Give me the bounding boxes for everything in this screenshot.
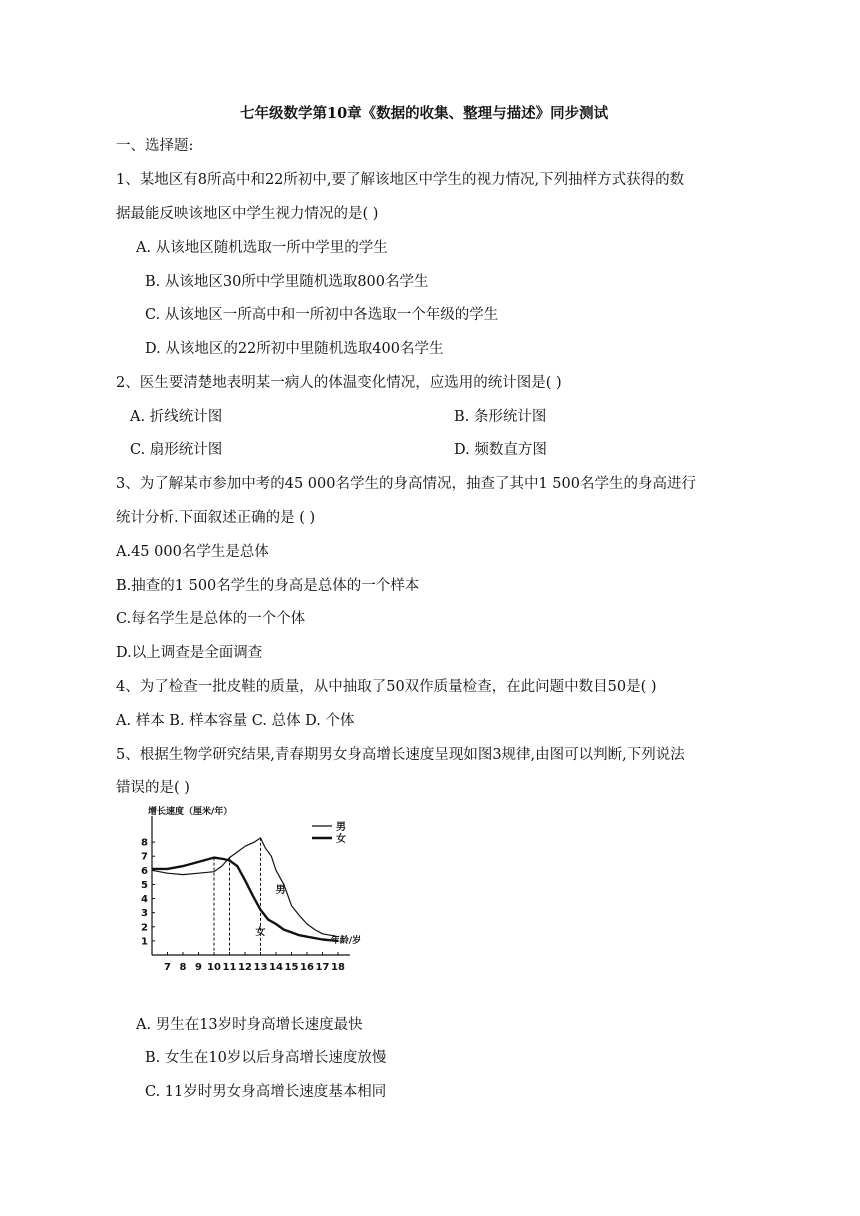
x-tick-label: 9 xyxy=(195,962,202,973)
q1-option-a: A. 从该地区随机选取一所中学里的学生 xyxy=(136,240,388,256)
q2-option-a: A. 折线统计图 xyxy=(130,409,223,425)
q3-stem-line1: 3、为了解某市参加中考的45 000名学生的身高情况，抽查了其中1 500名学生的身高进行 xyxy=(116,476,696,492)
y-tick-label: 5 xyxy=(141,879,148,891)
growth-speed-chart xyxy=(140,800,370,980)
x-tick-label: 13 xyxy=(253,962,268,973)
y-tick-label: 8 xyxy=(141,837,148,849)
q3-stem-line2: 统计分析.下面叙述正确的是 ( ) xyxy=(116,510,316,526)
q2-option-d: D. 频数直方图 xyxy=(454,442,547,458)
q1-stem-line1: 1、某地区有8所高中和22所初中,要了解该地区中学生的视力情况,下列抽样方式获得的数 xyxy=(116,172,685,188)
legend-label: 男 xyxy=(336,822,346,833)
x-axis-label: 年龄/岁 xyxy=(330,935,362,946)
q4-stem: 4、为了检查一批皮鞋的质量，从中抽取了50双作质量检查，在此问题中数目50是( ) xyxy=(116,679,657,695)
q1-option-b: B. 从该地区30所中学里随机选取800名学生 xyxy=(145,274,429,290)
x-tick-label: 11 xyxy=(222,962,237,973)
q4-options: A. 样本 B. 样本容量 C. 总体 D. 个体 xyxy=(116,713,355,729)
page-title: 七年级数学第10章《数据的收集、整理与描述》同步测试 xyxy=(240,105,609,122)
q3-option-b: B.抽查的1 500名学生的身高是总体的一个样本 xyxy=(116,578,420,594)
series-line-boys xyxy=(152,838,338,937)
q3-option-a: A.45 000名学生是总体 xyxy=(116,544,269,560)
q2-option-c: C. 扇形统计图 xyxy=(130,442,223,458)
q3-option-d: D.以上调查是全面调查 xyxy=(116,645,263,661)
y-axis-label: 增长速度（厘米/年） xyxy=(148,807,233,817)
q5-option-b: B. 女生在10岁以后身高增长速度放慢 xyxy=(145,1050,387,1066)
q5-option-a: A. 男生在13岁时身高增长速度最快 xyxy=(136,1017,363,1033)
y-tick-label: 1 xyxy=(141,936,148,948)
q3-option-c: C.每名学生是总体的一个个体 xyxy=(116,611,306,627)
x-tick-label: 12 xyxy=(238,962,252,973)
q2-option-b: B. 条形统计图 xyxy=(454,409,547,425)
q5-option-c: C. 11岁时男女身高增长速度基本相同 xyxy=(145,1084,387,1100)
x-tick-label: 10 xyxy=(207,962,221,973)
y-tick-label: 2 xyxy=(141,922,148,934)
legend-label: 女 xyxy=(336,834,346,845)
x-tick-label: 14 xyxy=(269,962,283,973)
y-tick-label: 4 xyxy=(141,894,148,906)
q1-stem-line2: 据最能反映该地区中学生视力情况的是( ) xyxy=(116,206,379,222)
q1-option-d: D. 从该地区的22所初中里随机选取400名学生 xyxy=(145,341,444,357)
x-tick-label: 17 xyxy=(315,962,330,973)
q1-option-c: C. 从该地区一所高中和一所初中各选取一个年级的学生 xyxy=(145,307,499,323)
x-tick-label: 7 xyxy=(164,962,171,973)
series-line-girls xyxy=(152,858,338,941)
section-heading: 一、选择题: xyxy=(116,138,194,154)
x-tick-label: 15 xyxy=(284,962,299,973)
y-tick-label: 6 xyxy=(141,865,148,877)
q5-stem-line2: 错误的是( ) xyxy=(116,780,190,796)
x-tick-label: 16 xyxy=(300,962,314,973)
series-label-boys: 男 xyxy=(275,884,286,896)
x-tick-label: 18 xyxy=(331,962,345,973)
y-tick-label: 7 xyxy=(141,851,148,863)
q2-stem: 2、医生要清楚地表明某一病人的体温变化情况，应选用的统计图是( ) xyxy=(116,375,562,391)
x-tick-label: 8 xyxy=(179,962,187,973)
y-tick-label: 3 xyxy=(141,908,148,920)
q5-stem-line1: 5、根据生物学研究结果,青春期男女身高增长速度呈现如图3规律,由图可以判断,下列说法 xyxy=(116,747,685,763)
series-label-girls: 女 xyxy=(255,927,266,939)
